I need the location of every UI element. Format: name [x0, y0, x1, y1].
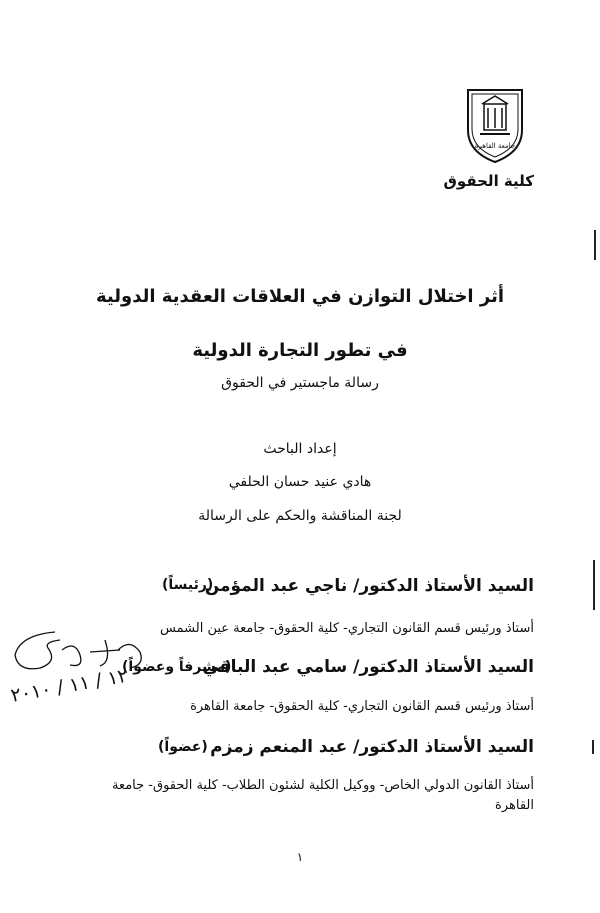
thesis-title: أثر اختلال التوازن في العلاقات العقدية الدولية [96, 286, 504, 307]
committee-member-role: (مشرفاً وعضواً) [122, 659, 232, 675]
thesis-subtitle: في تطور التجارة الدولية [192, 340, 408, 361]
scan-edge-mark [592, 740, 594, 754]
faculty-name: كلية الحقوق [443, 172, 534, 190]
committee-member-name: السيد الأستاذ الدكتور/ سامي عبد الباقي [202, 657, 534, 677]
svg-text:جامعة القاهرة: جامعة القاهرة [474, 142, 516, 150]
handwritten-signature [0, 610, 250, 720]
committee-heading: لجنة المناقشة والحكم على الرسالة [198, 508, 402, 524]
committee-member-role: (عضواً) [158, 739, 208, 755]
author-name: هادي عنيد حسان الحلفي [228, 474, 372, 490]
university-seal-logo [462, 82, 528, 170]
committee-member-name: السيد الأستاذ الدكتور/ عبد المنعم زمزم [210, 737, 534, 757]
committee-member-desc: أستاذ ورئيس قسم القانون التجاري- كلية الحقوق- جامعة عين الشمس [160, 621, 534, 636]
committee-member-desc: أستاذ ورئيس قسم القانون التجاري- كلية الحقوق- جامعة القاهرة [190, 699, 534, 714]
committee-member-role: (رئيساً) [162, 577, 214, 593]
scan-edge-mark [593, 560, 595, 610]
scan-edge-mark [594, 230, 596, 260]
page-number: ١ [296, 850, 304, 864]
degree-type: رسالة ماجستير في الحقوق [221, 375, 379, 391]
committee-member-desc: أستاذ القانون الدولي الخاص- ووكيل الكلية لشئون الطلاب- كلية الحقوق- جامعة القاهرة [111, 778, 534, 813]
committee-member-name: السيد الأستاذ الدكتور/ ناجي عبد المؤمن [204, 576, 534, 596]
prepared-by-label: إعداد الباحث [263, 441, 337, 457]
svg-text:١٢ / ١١ / ٢٠١٠: ١٢ / ١١ / ٢٠١٠ [9, 664, 130, 707]
